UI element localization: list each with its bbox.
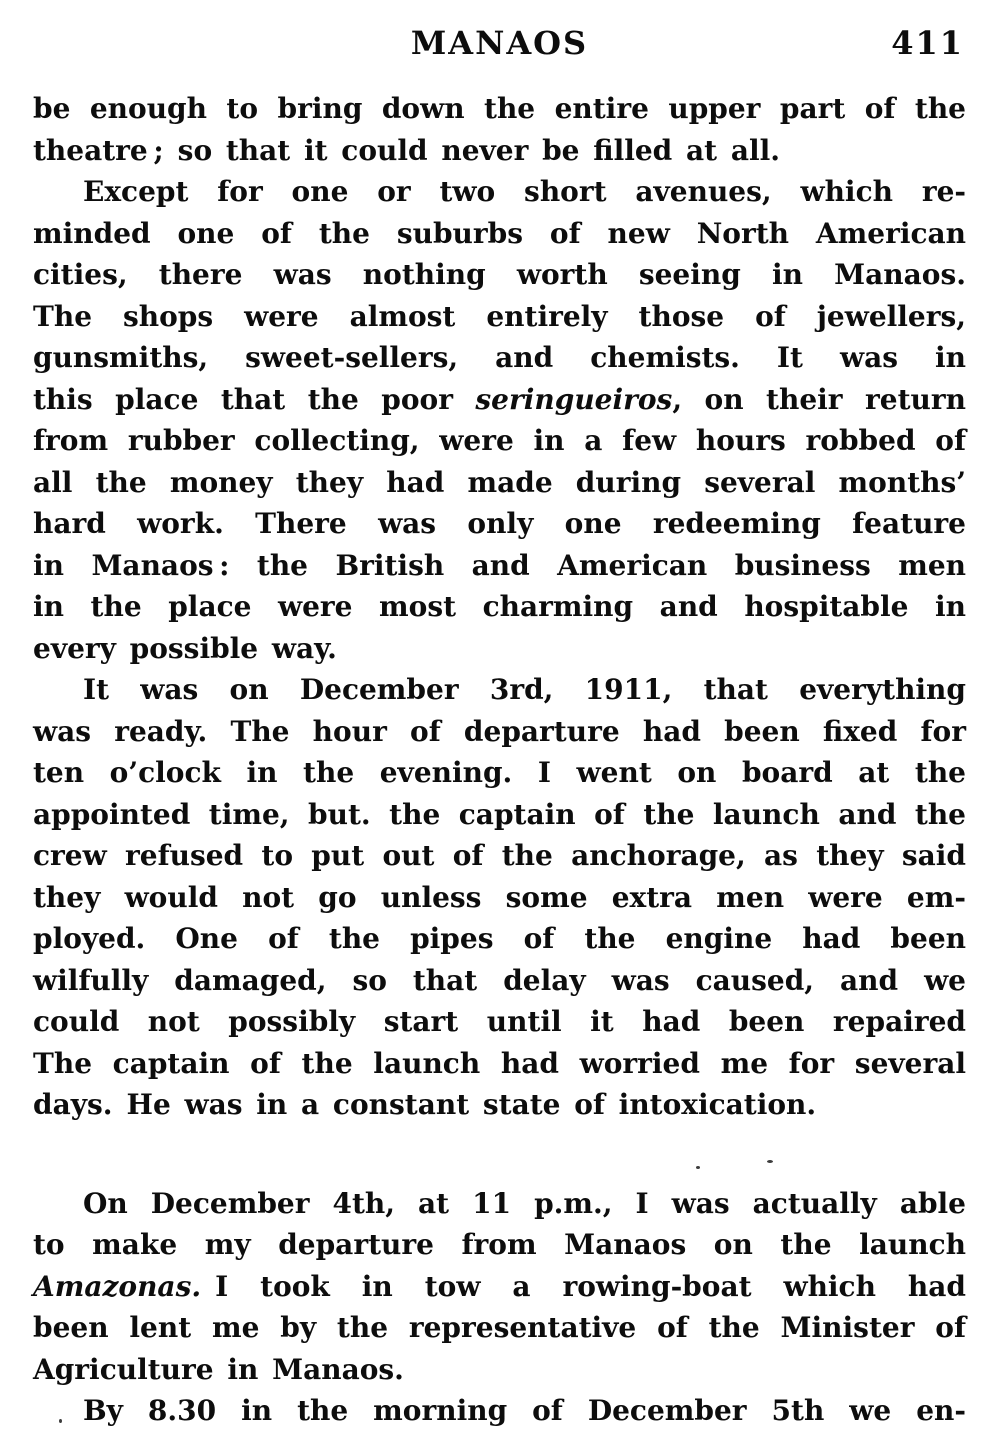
text-line bbox=[33, 420, 966, 462]
text-line bbox=[33, 1001, 966, 1043]
text-line bbox=[33, 296, 966, 338]
page-number: 411 bbox=[891, 24, 964, 62]
text-run: be enough to bring down the entire upper part of the bbox=[33, 92, 966, 125]
page-title: MANAOS bbox=[410, 24, 589, 62]
text-run: It was on December 3rd, 1911, that everything bbox=[83, 673, 966, 706]
text-line bbox=[33, 379, 966, 421]
italic-text: seringueiros bbox=[475, 382, 673, 416]
text-run: been lent me by the representative of the Minister of bbox=[33, 1311, 966, 1344]
text-run: gunsmiths, sweet-sellers, and chemists. It was in bbox=[33, 341, 966, 374]
scan-speck bbox=[59, 1419, 62, 1423]
text-line bbox=[33, 254, 966, 296]
text-line bbox=[33, 1349, 966, 1391]
text-run: was ready. The hour of departure had been fixed for bbox=[33, 714, 966, 748]
text-line bbox=[33, 1266, 966, 1308]
text-run: The shops were almost entirely those of jewellers, bbox=[33, 299, 966, 333]
text-run: all the money they had made during several months’ bbox=[33, 465, 966, 499]
text-line bbox=[33, 960, 966, 1002]
scan-speck bbox=[767, 1160, 773, 1163]
scan-speck bbox=[696, 1166, 700, 1169]
text-run: wilfully damaged, so that delay was caused, and we bbox=[33, 963, 966, 997]
text-run: cities, there was nothing worth seeing in Manaos. bbox=[33, 258, 966, 291]
text-line bbox=[33, 130, 966, 172]
text-run: could not possibly start until it had been repaired bbox=[33, 1005, 966, 1038]
text-run: in the place were most charming and hospitable in bbox=[33, 590, 966, 623]
text-line bbox=[33, 1224, 966, 1266]
text-line bbox=[33, 586, 966, 628]
text-line bbox=[33, 1307, 966, 1349]
text-run: minded one of the suburbs of new North American bbox=[33, 216, 966, 250]
body-text bbox=[33, 88, 966, 1432]
text-run: this place that the poor bbox=[33, 382, 476, 416]
running-header bbox=[33, 22, 966, 64]
text-line bbox=[33, 794, 966, 836]
text-line bbox=[33, 1183, 966, 1225]
text-line bbox=[33, 171, 966, 213]
text-run: in Manaos : the British and American business men bbox=[33, 548, 966, 582]
text-run: ployed. One of the pipes of the engine had been bbox=[33, 922, 966, 955]
text-run: I took in tow a rowing-boat which had bbox=[201, 1269, 966, 1303]
text-line bbox=[33, 669, 966, 711]
text-line bbox=[33, 628, 966, 670]
text-line bbox=[33, 462, 966, 504]
text-line bbox=[33, 545, 966, 587]
text-run: they would not go unless some extra men were em- bbox=[33, 880, 966, 914]
text-line bbox=[33, 213, 966, 255]
text-run: Except for one or two short avenues, which re- bbox=[83, 175, 966, 208]
text-line bbox=[33, 1390, 966, 1432]
text-run: The captain of the launch had worried me for several bbox=[33, 1046, 966, 1080]
text-line bbox=[33, 835, 966, 877]
text-run: , on their return bbox=[672, 382, 966, 416]
text-line bbox=[33, 711, 966, 753]
text-line bbox=[33, 88, 966, 130]
text-run: to make my departure from Manaos on the launch bbox=[33, 1228, 966, 1261]
text-line bbox=[33, 752, 966, 794]
text-run: days. He was in a constant state of intoxication. bbox=[33, 1088, 817, 1121]
section-break bbox=[33, 1126, 966, 1183]
text-run: theatre ; so that it could never be filled at all. bbox=[33, 133, 780, 167]
text-run: from rubber collecting, were in a few hours robbed of bbox=[33, 424, 966, 457]
text-run: every possible way. bbox=[33, 631, 337, 665]
text-run: By 8.30 in the morning of December 5th we en- bbox=[83, 1394, 966, 1427]
text-line bbox=[33, 877, 966, 919]
text-line bbox=[33, 337, 966, 379]
text-run: ten o’clock in the evening. I went on board at the bbox=[33, 756, 966, 789]
text-run: appointed time, but. the captain of the launch and the bbox=[33, 797, 966, 831]
text-run: On December 4th, at 11 p.m., I was actually able bbox=[83, 1186, 966, 1220]
text-line bbox=[33, 1084, 966, 1126]
text-line bbox=[33, 503, 966, 545]
text-line bbox=[33, 918, 966, 960]
text-run: Agriculture in Manaos. bbox=[33, 1352, 404, 1386]
text-run: crew refused to put out of the anchorage, as they said bbox=[33, 839, 966, 872]
italic-text: Amazonas. bbox=[33, 1269, 202, 1303]
text-run: hard work. There was only one redeeming feature bbox=[33, 507, 966, 540]
text-line bbox=[33, 1043, 966, 1085]
